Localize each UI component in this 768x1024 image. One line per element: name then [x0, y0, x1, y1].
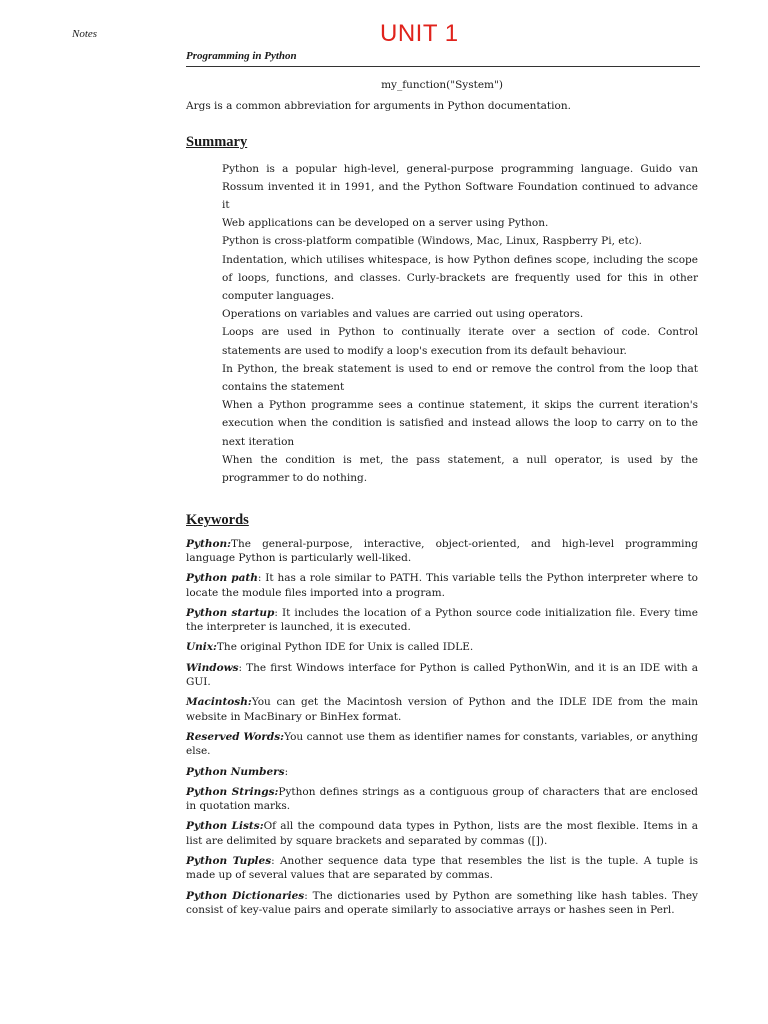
keyword-definition: : It has a role similar to PATH. This variable tells the Python interpreter where to locate the module files imported into a program. [186, 572, 698, 599]
keyword-term: Python path [186, 572, 258, 585]
keyword-definition: The general-purpose, interactive, object-oriented, and high-level programming language Python is particularly well-liked. [186, 537, 698, 564]
keyword-definition: : It includes the location of a Python source code initialization file. Every time the interpreter is launched, it is executed. [186, 606, 698, 634]
page-content [186, 78, 698, 923]
keyword-entry [186, 765, 698, 779]
keyword-term: Python startup [186, 606, 275, 619]
keyword-definition: : The first Windows interface for Python is called PythonWin, and it is an IDE with a GUI. [186, 661, 698, 689]
keyword-definition: : [284, 765, 289, 778]
summary-item: Python is a popular high-level, general-purpose programming language. Guido van Rossum invented it in 1991, and the Python Software Foundation continued to advance it [222, 162, 698, 211]
keyword-entry [186, 606, 698, 635]
summary-list [222, 160, 698, 488]
keyword-definition: The original Python IDE for Unix is called IDLE. [216, 641, 474, 654]
code-example: my_function("System") [381, 79, 503, 91]
notes-label: Notes [72, 28, 98, 40]
summary-item: Python is cross-platform compatible (Windows, Mac, Linux, Raspberry Pi, etc). [222, 235, 643, 248]
keyword-definition: You can get the Macintosh version of Python and the IDLE IDE from the main website in MacBinary or BinHex format. [186, 696, 698, 723]
keyword-entry [186, 571, 698, 600]
summary-item: When the condition is met, the pass statement, a null operator, is used by the programmer to do nothing. [222, 453, 698, 484]
keyword-entry [186, 640, 698, 654]
keyword-entry [186, 695, 698, 724]
summary-item: Loops are used in Python to continually iterate over a section of code. Control statements are used to modify a loop's execution from its default behaviour. [222, 326, 698, 357]
keyword-entry [186, 819, 698, 848]
keywords-heading: Keywords [186, 512, 249, 529]
summary-heading: Summary [186, 134, 248, 150]
summary-item: Web applications can be developed on a server using Python. [222, 217, 549, 230]
keyword-definition: Python defines strings as a contiguous group of characters that are enclosed in quotation marks. [186, 785, 698, 813]
unit-title: UNIT 1 [380, 20, 459, 47]
keyword-entry [186, 889, 698, 918]
header-divider [186, 66, 700, 67]
summary-item: In Python, the break statement is used to end or remove the control from the loop that contains the statement [222, 362, 698, 393]
keyword-term: Windows [186, 661, 239, 674]
keyword-term: Python Tuples [186, 855, 272, 867]
keyword-entry [186, 661, 698, 690]
summary-item: When a Python programme sees a continue statement, it skips the current iteration's execution when the condition is satisfied and instead allows the loop to carry on to the next iteration [222, 399, 698, 448]
summary-item: Indentation, which utilises whitespace, is how Python defines scope, including the scope of loops, functions, and classes. Curly-brackets are frequently used for this in other computer languages. [222, 253, 698, 302]
keyword-term: Macintosh: [186, 696, 252, 709]
keyword-definition: Of all the compound data types in Python, lists are the most flexible. Items in a list are delimited by square brackets and separated by commas ([]). [186, 820, 699, 847]
summary-item: Operations on variables and values are carried out using operators. [222, 308, 584, 321]
keyword-term: Python: [186, 537, 231, 550]
keyword-term: Unix: [186, 641, 217, 654]
keyword-term: Python Strings: [186, 785, 279, 798]
keyword-term: Reserved Words: [186, 730, 285, 743]
keyword-entry [186, 785, 698, 814]
keyword-entry [186, 730, 698, 759]
keyword-definition: : Another sequence data type that resembles the list is the tuple. A tuple is made up of several values that are separated by commas. [186, 855, 698, 882]
keyword-definition: You cannot use them as identifier names for constants, variables, or anything else. [186, 730, 698, 758]
running-title: Programming in Python [186, 50, 297, 62]
args-note: Args is a common abbreviation for arguments in Python documentation. [186, 99, 571, 112]
keyword-entry [186, 537, 698, 566]
keyword-term: Python Dictionaries [186, 889, 305, 902]
keyword-term: Python Numbers [186, 765, 285, 778]
keyword-entry [186, 854, 698, 883]
keyword-definition: : The dictionaries used by Python are something like hash tables. They consist of key-value pairs and operate similarly to associative arrays or hashes seen in Perl. [186, 889, 698, 916]
keyword-term: Python Lists: [186, 820, 264, 833]
